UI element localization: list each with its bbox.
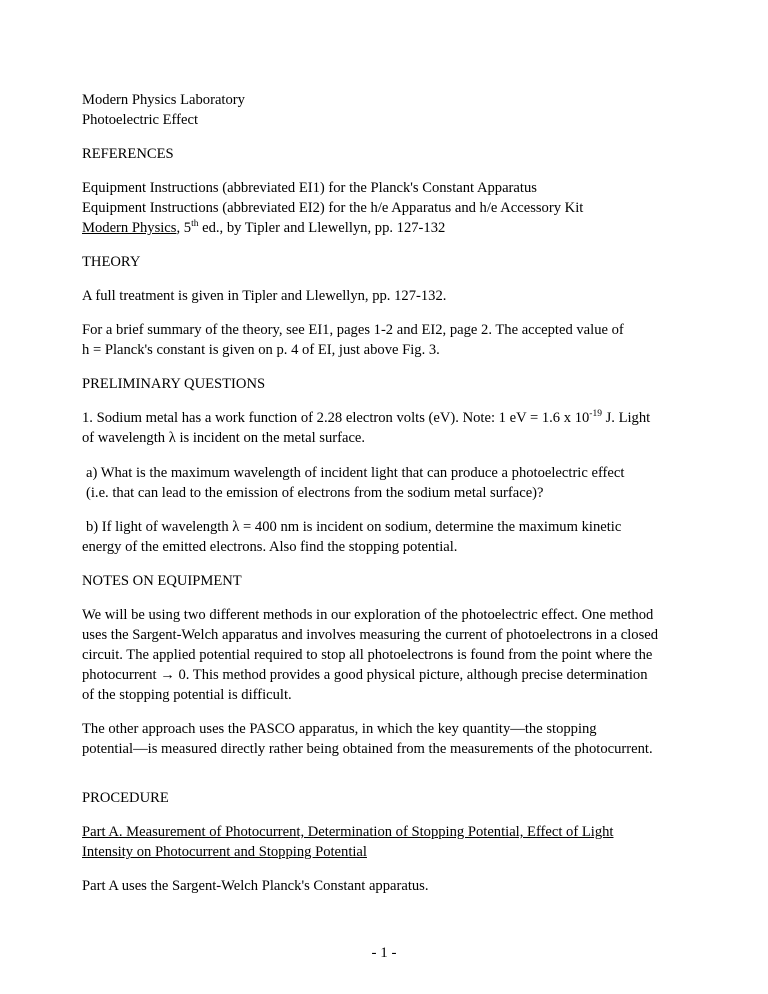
part-a-title-line-2: Intensity on Photocurrent and Stopping Potential [82,844,367,860]
equipment-paragraph-1-line-2: uses the Sargent-Welch apparatus and involves measuring the current of photoelectrons in a closed [82,627,659,643]
part-a-text: Part A uses the Sargent-Welch Planck's Constant apparatus. [82,878,429,894]
question-a-line-1: a) What is the maximum wavelength of incident light that can produce a photoelectric effect [86,465,625,481]
question-1-text-end: J. Light [601,410,651,426]
theory-heading: THEORY [82,254,141,270]
equipment-paragraph-1-line-3: circuit. The applied potential required to stop all photoelectrons is found from the point where the [82,647,653,663]
question-a-line-2: (i.e. that can lead to the emission of electrons from the sodium metal surface)? [86,485,544,501]
exponent: -19 [589,409,602,419]
references-heading: REFERENCES [82,146,174,162]
theory-paragraph-2-line-1: For a brief summary of the theory, see EI1, pages 1-2 and EI2, page 2. The accepted value of [82,322,624,338]
book-edition-suffix: th [191,219,199,229]
document-title: Photoelectric Effect [82,112,199,128]
book-details: ed., by Tipler and Llewellyn, pp. 127-132 [198,220,446,236]
theory-paragraph-2-line-2: h = Planck's constant is given on p. 4 of EI, just above Fig. 3. [82,342,440,358]
question-b-line-1: b) If light of wavelength λ = 400 nm is incident on sodium, determine the maximum kinetic [86,519,622,535]
question-b-line-2: energy of the emitted electrons. Also find the stopping potential. [82,539,458,555]
reference-item-2: Equipment Instructions (abbreviated EI2) for the h/e Apparatus and h/e Accessory Kit [82,200,584,216]
course-title: Modern Physics Laboratory [82,92,245,108]
preliminary-heading: PRELIMINARY QUESTIONS [82,376,266,392]
question-1-line-2: of wavelength λ is incident on the metal surface. [82,430,366,446]
equipment-paragraph-1-line-5: of the stopping potential is difficult. [82,687,292,703]
page-number: - 1 - [371,945,397,961]
equipment-paragraph-1-line-1: We will be using two different methods in our exploration of the photoelectric effect. One method [82,607,654,623]
book-title: Modern Physics [82,220,177,236]
reference-item-1: Equipment Instructions (abbreviated EI1) for the Planck's Constant Apparatus [82,180,537,196]
equipment-paragraph-1-line-4: photocurrent → 0. This method provides a good physical picture, although precise determination [82,667,648,683]
procedure-heading: PROCEDURE [82,790,169,806]
reference-item-3 [82,218,445,238]
book-edition: , 5 [176,220,192,236]
question-1-line-1 [82,408,650,428]
part-a-title-line-1: Part A. Measurement of Photocurrent, Determination of Stopping Potential, Effect of Light [82,824,614,840]
equipment-paragraph-2-line-2: potential—is measured directly rather being obtained from the measurements of the photocurrent. [82,741,653,757]
theory-paragraph-1: A full treatment is given in Tipler and Llewellyn, pp. 127-132. [82,288,447,304]
equipment-paragraph-2-line-1: The other approach uses the PASCO apparatus, in which the key quantity—the stopping [82,721,597,737]
equipment-heading: NOTES ON EQUIPMENT [82,573,242,589]
question-1-text: 1. Sodium metal has a work function of 2.28 electron volts (eV). Note: 1 eV = 1.6 x 10 [82,410,590,426]
